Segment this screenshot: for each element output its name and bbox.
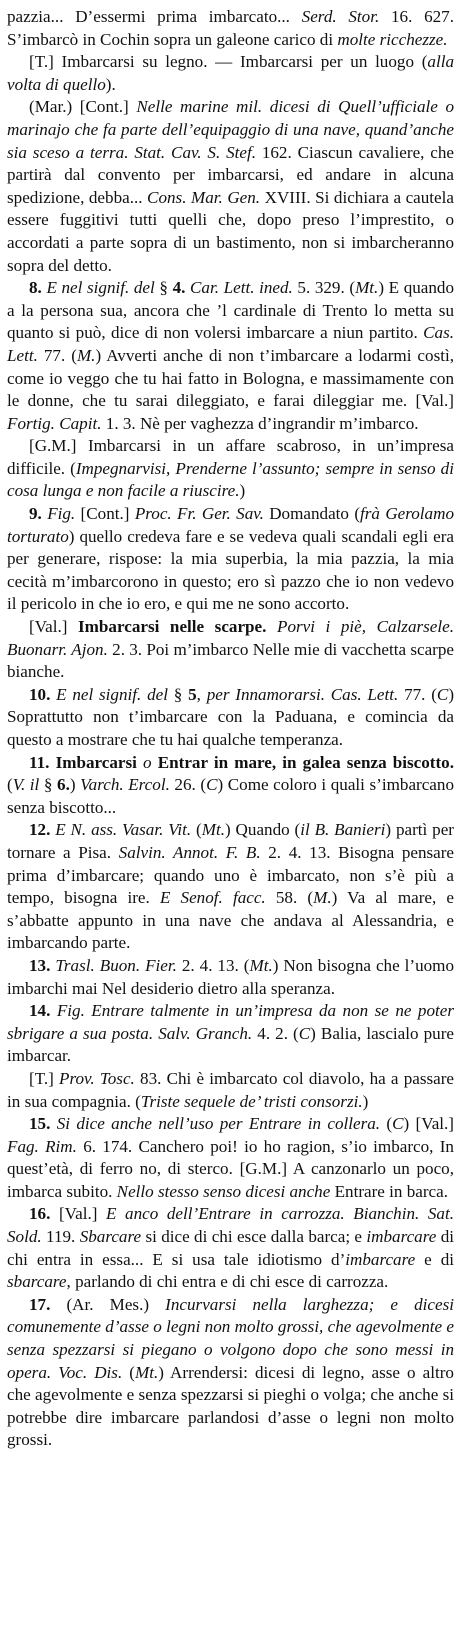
text-run: [Val.] bbox=[50, 1204, 107, 1224]
italic-text: Proc. Fr. Ger. Sav. bbox=[134, 504, 264, 524]
italic-text: Fortig. Capit. bbox=[7, 413, 102, 433]
italic-text: imbarcare bbox=[366, 1227, 437, 1247]
italic-text: Salvin. Annot. F. B. bbox=[118, 842, 261, 862]
text-run: XVIII. Si dichiara a cautela essere fuggitivi tutti quelli che, dopo preso l’imprestito, o accordati a parte sopra di un bastimento, non si imbarcheranno sopra del detto. bbox=[7, 187, 454, 275]
text-run: 1. 3. Nè per vaghezza d’ingrandir m’imbarco. bbox=[101, 413, 419, 433]
italic-text: Sbarcare bbox=[79, 1227, 142, 1247]
italic-text: C bbox=[392, 1114, 404, 1134]
bold-text: 12. bbox=[29, 820, 51, 840]
text-run: ). bbox=[105, 74, 116, 94]
text-run: ) Avverti anche di non t’imbarcare a lodarmi costì, come io veggo che tu hai fatto in Bologna, e massimamente con le donne, che tu sarai dileggiato, e farai dileggiar me. [Val.] bbox=[7, 345, 454, 411]
italic-text: Varch. Ercol. bbox=[80, 775, 170, 795]
italic-text: Car. Lett. ined. bbox=[190, 278, 293, 298]
text-run: 77. ( bbox=[398, 684, 437, 704]
text-run: [T.] Imbarcarsi su legno. — Imbarcarsi per un luogo ( bbox=[29, 52, 428, 72]
bold-text: 16. bbox=[29, 1204, 51, 1224]
italic-text: Cas. Lett. bbox=[7, 323, 454, 365]
italic-text: molte ricchezze. bbox=[337, 29, 448, 49]
italic-text: Mt. bbox=[355, 278, 379, 298]
text-run: ) Quando ( bbox=[225, 820, 301, 840]
text-run: 77. ( bbox=[37, 345, 77, 365]
text-run: ( bbox=[7, 775, 13, 795]
bold-text: Entrar in mare, in galea senza biscotto. bbox=[157, 752, 454, 772]
text-run: § bbox=[39, 775, 58, 795]
text-run: 6. 174. Canchero poi! io ho ragion, s’io imbarco, In quest’età, di ferro no, di sterco. [G.M.] A canzonarlo un poco, imbarca subito. bbox=[7, 1136, 454, 1201]
entry-paragraph bbox=[7, 616, 454, 684]
text-run: ) bbox=[239, 481, 246, 501]
text-run: ) [Val.] bbox=[403, 1114, 454, 1134]
text-run: 26. ( bbox=[169, 775, 207, 795]
italic-text: M. bbox=[76, 345, 96, 365]
bold-text: 9. bbox=[29, 504, 42, 524]
text-run: ) partì per tornare a Pisa. bbox=[7, 820, 454, 862]
bold-text: 5 bbox=[188, 684, 197, 704]
text-run: ) Arrendersi: dicesi di legno, asse o altro che agevolmente e senza spezzarsi si pieghi o volga; che anche si potrebbe dire imbarcare parlandosi d’asse o legni non molto grossi. bbox=[7, 1362, 454, 1450]
italic-text: alla volta di quello bbox=[7, 52, 454, 94]
italic-text: il B. Banieri bbox=[300, 820, 386, 840]
italic-text: Prov. Tosc. bbox=[59, 1068, 135, 1088]
italic-text: E nel signif. del bbox=[56, 684, 168, 704]
entry-paragraph bbox=[7, 955, 454, 1000]
italic-text: E Senof. facc. bbox=[159, 888, 266, 908]
italic-text: Fag. Rim. bbox=[7, 1136, 77, 1156]
italic-text: Nello stesso senso dicesi anche bbox=[116, 1181, 331, 1201]
italic-text: Mt. bbox=[134, 1362, 159, 1382]
text-run: 5. 329. ( bbox=[292, 278, 356, 298]
entry-paragraph bbox=[7, 277, 454, 435]
text-run: ) Soprattutto non t’imbarcare con la Paduana, e comincia da questo a mostrare che tu hai qualche temperanza. bbox=[7, 684, 455, 749]
text-run: ( bbox=[191, 820, 202, 840]
text-run: si dice di chi esce dalla barca; e bbox=[141, 1227, 367, 1247]
entry-paragraph bbox=[7, 1203, 454, 1293]
text-run: , parlando di chi entra e di chi esce di carrozza. bbox=[66, 1272, 389, 1292]
italic-text: C bbox=[436, 684, 449, 704]
italic-text: E nel signif. del bbox=[46, 278, 155, 298]
entry-paragraph bbox=[7, 503, 454, 616]
text-run: 2. 4. 13. Bisogna pensare prima d’imbarcare; quando uno è imbarcato, non s’è più a tempo, bisogna ire. bbox=[7, 842, 455, 908]
bold-text: Imbarcarsi bbox=[55, 752, 137, 772]
italic-text: frà Gerolamo torturato bbox=[7, 504, 454, 546]
italic-text: Impegnarvisi, Prenderne l’assunto; sempre in senso di cosa lunga e non facile a riuscire. bbox=[7, 458, 454, 501]
text-run: 58. ( bbox=[265, 888, 314, 908]
italic-text: sbarcare bbox=[7, 1272, 67, 1292]
italic-text: Nelle marine mil. dicesi di Quell’ufficiale o marinajo che fa parte dell’equipaggio di una nave, quand’anche sia sceso a terra. Stat. Cav. S. Stef. bbox=[7, 97, 454, 162]
text-run: ( bbox=[380, 1114, 393, 1134]
text-run: ) E quando a la persona sua, ancora che ’l cardinale di Trento lo metta su quanto si può, dice di non volersi imbarcare a niun partito. bbox=[7, 278, 455, 343]
text-run: ) Non bisogna che l’uomo imbarchi mai Nel desiderio dietro alla speranza. bbox=[7, 955, 455, 998]
entry-paragraph bbox=[7, 6, 454, 51]
italic-text: Mt. bbox=[201, 820, 225, 840]
italic-text: imbarcare bbox=[345, 1249, 416, 1269]
entry-paragraph bbox=[7, 435, 454, 503]
entry-paragraph bbox=[7, 819, 454, 955]
italic-text: E anco dell’Entrare in carrozza. Bianchin. Sat. Sold. bbox=[7, 1204, 454, 1247]
text-run: 16. 627. S’imbarcò in Cochin sopra un galeone carico di bbox=[7, 7, 454, 49]
text-run: 2. 4. 13. ( bbox=[176, 955, 250, 975]
entry-paragraph bbox=[7, 1000, 454, 1068]
entry-paragraph bbox=[7, 96, 454, 277]
bold-text: 11. bbox=[29, 752, 50, 772]
italic-text: per Innamorarsi. Cas. Lett. bbox=[206, 684, 399, 704]
bold-text: 4. bbox=[172, 278, 186, 298]
italic-text: C bbox=[206, 775, 218, 795]
text-run: ) Balia, lascialo pure imbarcar. bbox=[7, 1023, 454, 1066]
italic-text: Serd. Stor. bbox=[301, 7, 380, 26]
text-run: 162. Ciascun cavaliere, che partirà dal convento per imbarcarsi, ed andare in alcuna spedizione, debba... bbox=[7, 142, 454, 207]
bold-text: 17. bbox=[29, 1294, 51, 1314]
text-run: , bbox=[196, 684, 207, 704]
text-run: ( bbox=[122, 1362, 135, 1382]
text-run: 83. Chi è imbarcato col diavolo, ha a passare in sua compagnia. ( bbox=[7, 1068, 454, 1111]
text-run: ) bbox=[69, 775, 81, 795]
entry-paragraph bbox=[7, 1068, 454, 1113]
text-run bbox=[266, 617, 277, 636]
text-run: Entrare in barca. bbox=[330, 1181, 448, 1201]
italic-text: C bbox=[298, 1023, 311, 1043]
italic-text: Mt. bbox=[249, 955, 273, 975]
text-run: ) Come coloro i quali s’imbarcano senza biscotto... bbox=[7, 775, 454, 817]
text-run: e di bbox=[415, 1249, 454, 1269]
text-run: pazzia... D’essermi prima imbarcato... bbox=[7, 7, 302, 26]
bold-text: 8. bbox=[29, 278, 42, 298]
text-run: ) quello credeva fare e se vedeva quali scandali egli era per generare, rispose: la mia superbia, la mia pazzia, la mia cecità m’imbarcorono in questo; ero sì pazzo che io non vedevo il pericolo in che io ero, e qui me ne sono accorto. bbox=[7, 526, 454, 614]
text-run: [Cont.] bbox=[75, 504, 135, 524]
italic-text: Porvi i piè, Calzarsele. Buonarr. Ajon. bbox=[7, 617, 454, 659]
text-run: ) Va al mare, e s’abbatte appunto in una nave che andava al Alessandria, e imbarcando parte. bbox=[7, 888, 454, 953]
italic-text: Fig. bbox=[47, 504, 76, 524]
italic-text: o bbox=[143, 752, 152, 772]
text-run: 2. 3. Poi m’imbarco Nelle mie di vacchetta scarpe bianche. bbox=[7, 639, 454, 682]
text-run: [G.M.] Imbarcarsi in un affare scabroso, in un’impresa difficile. ( bbox=[7, 436, 454, 478]
italic-text: Triste sequele de’ tristi consorzi. bbox=[140, 1091, 363, 1111]
italic-text: Incurvarsi nella larghezza; e dicesi comunemente d’asse o legni non molto grossi, che agevolmente e senza spezzarsi si piegano o volgono dopo che sono messi in opera. Voc. Dis. bbox=[7, 1294, 454, 1382]
bold-text: 6. bbox=[57, 775, 70, 795]
bold-text: Imbarcarsi nelle scarpe. bbox=[78, 617, 267, 637]
bold-text: 15. bbox=[29, 1114, 51, 1134]
italic-text: Fig. Entrare talmente in un’impresa da non se ne poter sbrigare a sua posta. Salv. Granch. bbox=[7, 1001, 454, 1043]
text-run: 4. 2. ( bbox=[252, 1023, 299, 1043]
text-run: (Ar. Mes.) bbox=[50, 1294, 166, 1314]
italic-text: Trasl. Buon. Fier. bbox=[55, 955, 177, 975]
text-run: [Val.] bbox=[29, 617, 79, 637]
text-run: (Mar.) [Cont.] bbox=[29, 97, 137, 117]
text-run: [T.] bbox=[29, 1068, 60, 1088]
text-run: di chi entra in essa... E si usa tale idiotismo d’ bbox=[7, 1227, 455, 1269]
entry-paragraph bbox=[7, 51, 454, 96]
bold-text: 13. bbox=[29, 955, 51, 975]
entry-paragraph bbox=[7, 752, 454, 820]
italic-text: M. bbox=[313, 888, 332, 908]
entry-paragraph bbox=[7, 684, 454, 752]
bold-text: 14. bbox=[29, 1001, 51, 1021]
text-run: Domandato ( bbox=[263, 504, 361, 524]
italic-text: Cons. Mar. Gen. bbox=[147, 187, 261, 207]
bold-text: 10. bbox=[29, 684, 51, 704]
italic-text: V. il bbox=[12, 775, 40, 795]
text-run: ) bbox=[362, 1091, 369, 1111]
entry-paragraph bbox=[7, 1113, 454, 1203]
text-run: 119. bbox=[41, 1227, 80, 1247]
italic-text: Si dice anche nell’uso per Entrare in collera. bbox=[56, 1114, 381, 1134]
text-run: § bbox=[167, 684, 189, 704]
entry-paragraph bbox=[7, 1294, 454, 1452]
text-run: § bbox=[154, 278, 173, 298]
italic-text: E N. ass. Vasar. Vit. bbox=[55, 820, 192, 840]
